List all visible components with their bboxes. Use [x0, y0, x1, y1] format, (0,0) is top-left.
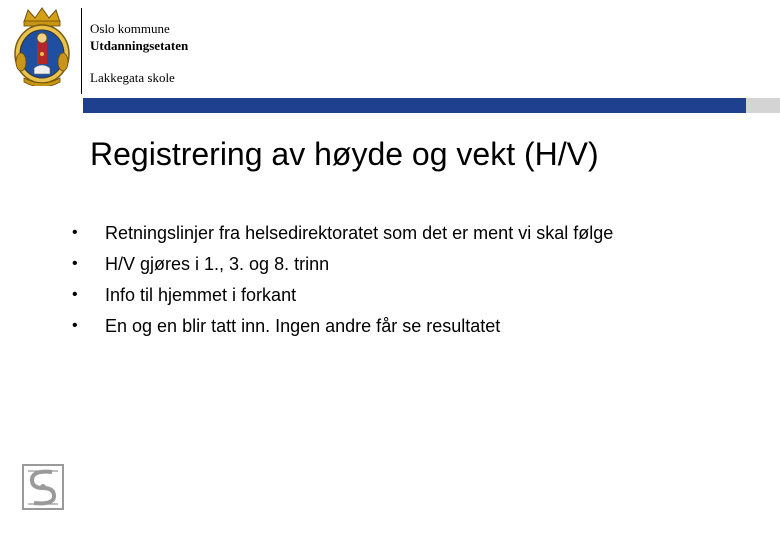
header-accent-bar-extension	[746, 98, 780, 113]
oslo-kommune-logo-icon	[22, 464, 64, 510]
list-item	[72, 315, 613, 346]
bullet-icon: •	[72, 224, 78, 241]
school-name: Lakkegata skole	[90, 70, 175, 85]
bullet-icon: •	[72, 255, 78, 272]
oslo-coat-of-arms-icon	[10, 6, 74, 86]
slide-title: Registrering av høyde og vekt (H/V)	[90, 136, 599, 172]
org-name: Oslo kommune	[90, 21, 170, 36]
list-item	[72, 284, 613, 315]
bullet-text: Retningslinjer fra helsedirektoratet som det er ment vi skal følge	[105, 223, 614, 243]
bullet-text: H/V gjøres i 1., 3. og 8. trinn	[105, 254, 330, 274]
department-name: Utdanningsetaten	[90, 38, 189, 53]
bullet-text: Info til hjemmet i forkant	[105, 285, 297, 305]
bullet-list	[72, 222, 613, 346]
bullet-text: En og en blir tatt inn. Ingen andre får se resultatet	[105, 316, 501, 336]
list-item	[72, 253, 613, 284]
header-divider	[81, 8, 82, 94]
bullet-icon: •	[72, 317, 78, 334]
list-item	[72, 222, 613, 253]
organization-block	[90, 20, 188, 54]
bullet-icon: •	[72, 286, 78, 303]
header-accent-bar	[83, 98, 746, 113]
